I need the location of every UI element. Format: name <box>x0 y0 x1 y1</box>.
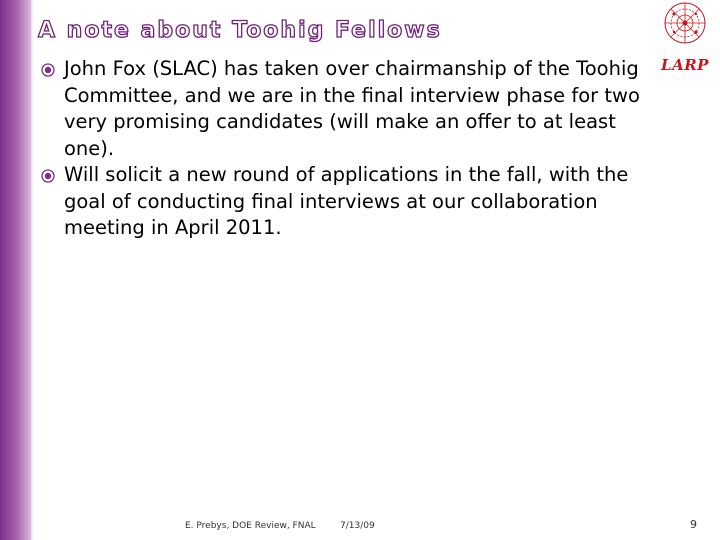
bullet-item <box>38 162 658 242</box>
slide-title: A note about Toohig Fellows <box>38 18 442 43</box>
footer-date: 7/13/09 <box>340 521 375 531</box>
radio-dot-icon <box>41 169 55 183</box>
larp-logo-text: LARP <box>661 56 709 74</box>
left-accent-bar-fade <box>31 0 34 540</box>
bullet-list <box>38 56 658 242</box>
bullet-text: Will solicit a new round of applications in the fall, with the goal of conducting final interviews at our collaboration meeting in April 2011. <box>64 163 629 239</box>
larp-logo-graphic <box>652 0 718 56</box>
bullet-text: John Fox (SLAC) has taken over chairmanship of the Toohig Committee, and we are in the final interview phase for two very promising candidates (will make an offer to at least one). <box>64 57 640 160</box>
radio-dot-icon <box>41 63 55 77</box>
bullet-item <box>38 56 658 162</box>
page-number: 9 <box>690 518 697 531</box>
footer-author: E. Prebys, DOE Review, FNAL <box>185 521 316 531</box>
larp-logo <box>652 0 718 80</box>
left-accent-bar <box>0 0 31 540</box>
